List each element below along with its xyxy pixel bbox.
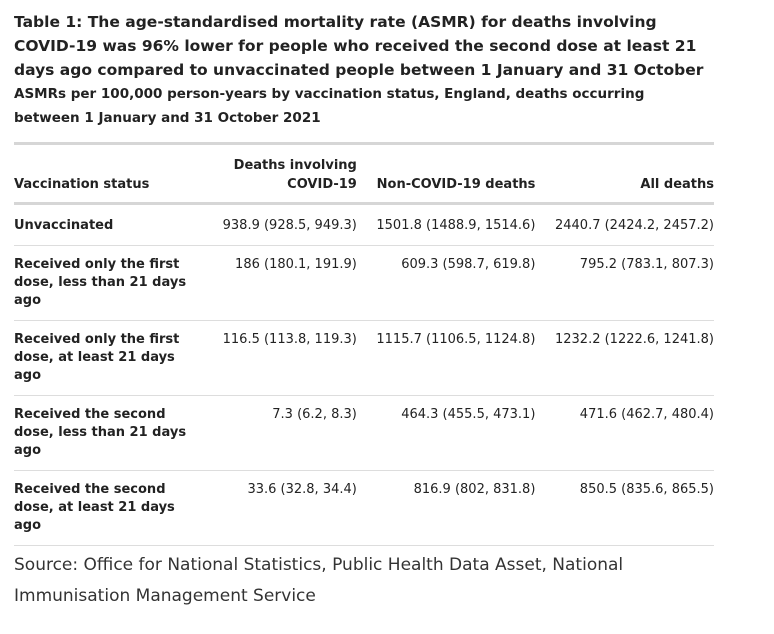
cell-covid: 33.6 (32.8, 34.4): [208, 471, 357, 546]
header-vaccination-status: Vaccination status: [14, 145, 208, 204]
cell-all: 2440.7 (2424.2, 2457.2): [535, 204, 714, 246]
row-label: Received only the first dose, less than 21 days ago: [14, 246, 208, 321]
table-row: [14, 396, 714, 471]
header-all-deaths: All deaths: [535, 145, 714, 204]
cell-all: 850.5 (835.6, 865.5): [535, 471, 714, 546]
cell-all: 1232.2 (1222.6, 1241.8): [535, 321, 714, 396]
cell-all: 795.2 (783.1, 807.3): [535, 246, 714, 321]
header-non-covid-deaths: Non-COVID-19 deaths: [357, 145, 536, 204]
table-row: [14, 204, 714, 246]
table-row: [14, 321, 714, 396]
asmr-table: [14, 145, 714, 546]
cell-covid: 116.5 (113.8, 119.3): [208, 321, 357, 396]
cell-covid: 186 (180.1, 191.9): [208, 246, 357, 321]
row-label: Received the second dose, less than 21 days ago: [14, 396, 208, 471]
header-deaths-covid: Deaths involving COVID-19: [208, 145, 357, 204]
table-figure: [14, 10, 714, 612]
cell-all: 471.6 (462.7, 480.4): [535, 396, 714, 471]
row-label: Received the second dose, at least 21 days ago: [14, 471, 208, 546]
row-label: Unvaccinated: [14, 204, 208, 246]
table-row: [14, 246, 714, 321]
cell-non-covid: 609.3 (598.7, 619.8): [357, 246, 536, 321]
table-title: Table 1: The age-standardised mortality rate (ASMR) for deaths involving COVID-19 was 96% lower for people who received the second dose at least 21 days ago compared to unvaccinated people between 1 January and 31 October: [14, 13, 704, 79]
header-row: [14, 145, 714, 204]
cell-non-covid: 1501.8 (1488.9, 1514.6): [357, 204, 536, 246]
cell-covid: 938.9 (928.5, 949.3): [208, 204, 357, 246]
cell-non-covid: 1115.7 (1106.5, 1124.8): [357, 321, 536, 396]
table-row: [14, 471, 714, 546]
row-label: Received only the first dose, at least 21 days ago: [14, 321, 208, 396]
table-subtitle: ASMRs per 100,000 person-years by vaccination status, England, deaths occurring between 1 January and 31 October 2021: [14, 86, 645, 126]
source-note: Source: Office for National Statistics, Public Health Data Asset, National Immunisation Management Service: [14, 555, 624, 606]
cell-non-covid: 816.9 (802, 831.8): [357, 471, 536, 546]
cell-covid: 7.3 (6.2, 8.3): [208, 396, 357, 471]
cell-non-covid: 464.3 (455.5, 473.1): [357, 396, 536, 471]
